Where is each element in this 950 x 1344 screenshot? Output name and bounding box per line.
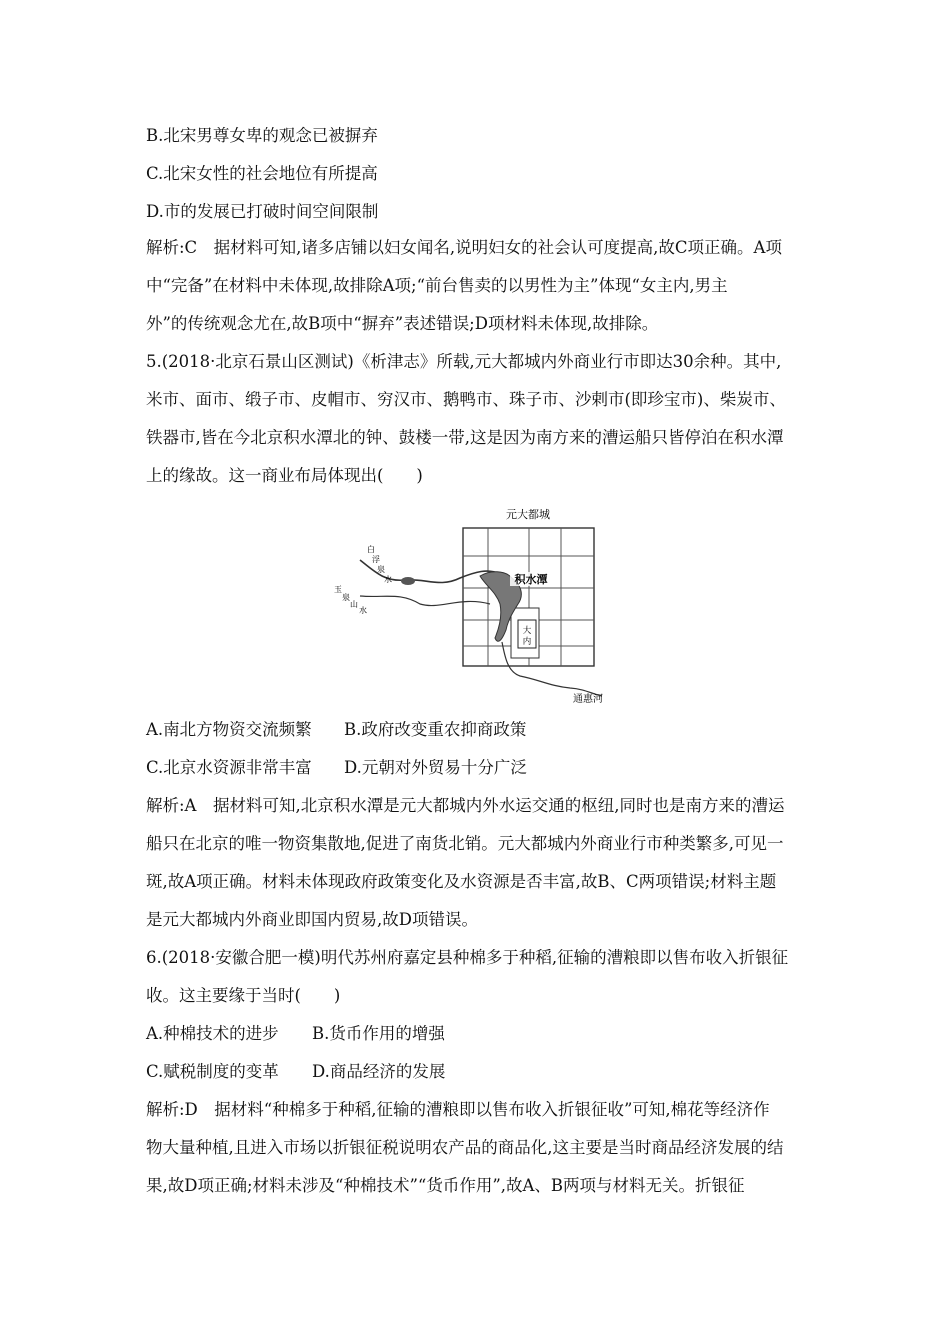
river1-char: 泉 [377, 565, 385, 574]
q4-analysis-line: 中“完备”在材料中未体现,故排除A项;“前台售卖的以男性为主”体现“女主内,男主 [146, 276, 728, 295]
q4-option-b: B.北宋男尊女卑的观念已被摒弃 [146, 126, 378, 145]
q6-stem-line: 收。这主要缘于当时( ) [146, 986, 341, 1005]
q5-stem-line: 5.(2018·北京石景山区测试)《析津志》所载,元大都城内外商业行市即达30余种。其中, [146, 352, 782, 371]
q5-options-row [146, 718, 526, 742]
q5-option-d: D.元朝对外贸易十分广泛 [344, 758, 527, 777]
canal-label: 通惠河 [573, 694, 603, 705]
q5-analysis-line: 船只在北京的唯一物资集散地,促进了南货北销。元大都城内外商业行市种类繁多,可见一 [146, 834, 784, 853]
q5-analysis-line: 是元大都城内外商业即国内贸易,故D项错误。 [146, 910, 478, 929]
river2-char: 玉 [334, 585, 342, 594]
q6-analysis-line: 物大量种植,且进入市场以折银征税说明农产品的商品化,这主要是当时商品经济发展的结 [146, 1138, 784, 1157]
q5-analysis-line: 斑,故A项正确。材料未体现政府政策变化及水资源是否丰富,故B、C两项错误;材料主题 [146, 872, 777, 891]
river2-char: 水 [359, 606, 367, 615]
yuan-dadu-map [330, 500, 630, 705]
river1-char: 水 [384, 575, 392, 584]
q4-analysis-line: 解析:C 据材料可知,诸多店铺以妇女闻名,说明妇女的社会认可度提高,故C项正确。A项 [146, 238, 782, 257]
q4-option-d: D.市的发展已打破时间空间限制 [146, 202, 379, 221]
reservoir [401, 577, 415, 585]
river1-char: 白 [367, 545, 375, 554]
map-title: 元大都城 [506, 508, 550, 521]
palace-label: 内 [522, 637, 532, 647]
q5-stem-line: 上的缘故。这一商业布局体现出( ) [146, 466, 423, 485]
q5-options-row [146, 756, 527, 780]
q6-option-c: C.赋税制度的变革 [146, 1062, 279, 1081]
q6-analysis-line: 解析:D 据材料“种棉多于种稻,征输的漕粮即以售布收入折银征收”可知,棉花等经济作 [146, 1100, 770, 1119]
q6-stem-line: 6.(2018·安徽合肥一模)明代苏州府嘉定县种棉多于种稻,征输的漕粮即以售布收入折银征 [146, 948, 789, 967]
q6-option-d: D.商品经济的发展 [312, 1062, 446, 1081]
q5-analysis-line: 解析:A 据材料可知,北京积水潭是元大都城内外水运交通的枢纽,同时也是南方来的漕运 [146, 796, 785, 815]
river2-char: 山 [350, 600, 358, 609]
lake-label: 积水潭 [514, 573, 548, 586]
q5-stem-line: 米市、面市、缎子市、皮帽市、穷汉市、鹅鸭市、珠子市、沙剌市(即珍宝市)、柴炭市、 [146, 390, 786, 409]
palace-label: 大 [522, 626, 532, 636]
q6-option-a: A.种棉技术的进步 [146, 1024, 279, 1043]
q6-analysis-line: 果,故D项正确;材料未涉及“种棉技术”“货币作用”,故A、B两项与材料无关。折银征 [146, 1176, 745, 1195]
q5-option-c: C.北京水资源非常丰富 [146, 758, 312, 777]
q5-option-a: A.南北方物资交流频繁 [146, 720, 312, 739]
river2-char: 泉 [342, 593, 350, 602]
q5-option-b: B.政府改变重农抑商政策 [344, 720, 527, 739]
q6-options-row [146, 1022, 445, 1046]
q5-stem-line: 铁器市,皆在今北京积水潭北的钟、鼓楼一带,这是因为南方来的漕运船只皆停泊在积水潭 [146, 428, 784, 447]
river1-char: 浮 [372, 555, 380, 564]
q6-option-b: B.货币作用的增强 [312, 1024, 445, 1043]
yuquanshan-river [360, 596, 490, 606]
q4-option-c: C.北宋女性的社会地位有所提高 [146, 164, 378, 183]
q4-analysis-line: 外”的传统观念尤在,故B项中“摒弃”表述错误;D项材料未体现,故排除。 [146, 314, 659, 333]
q6-options-row [146, 1060, 445, 1084]
